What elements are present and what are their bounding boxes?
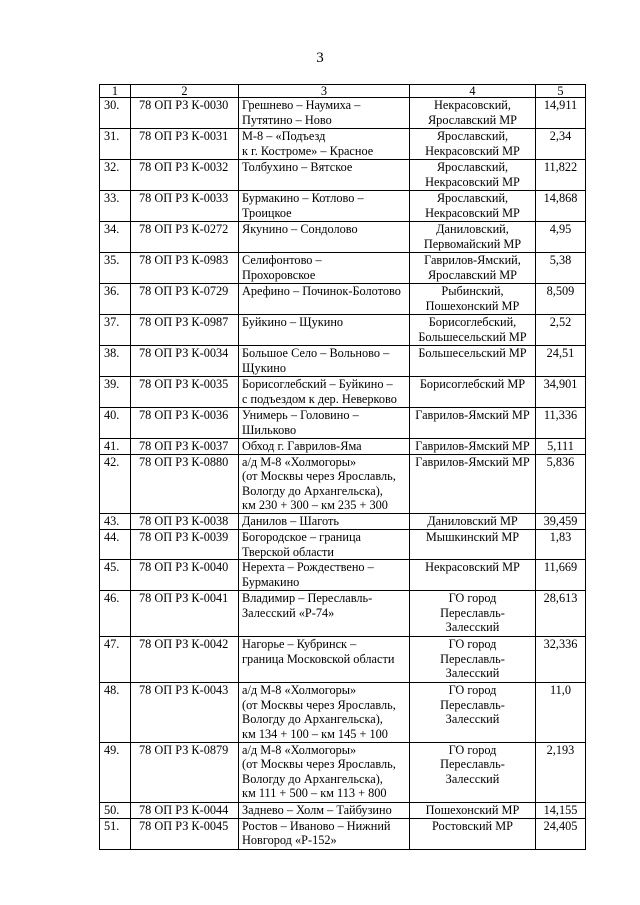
road-code-cell: 78 ОП РЗ К-0033 [131,191,239,222]
road-code-cell: 78 ОП РЗ К-0034 [131,346,239,377]
length-km-cell: 24,405 [536,818,586,849]
road-code-cell: 78 ОП РЗ К-0030 [131,98,239,129]
row-number-cell: 43. [100,513,131,529]
length-km-cell: 32,336 [536,637,586,683]
table-row [100,98,586,129]
road-code-cell: 78 ОП РЗ К-0039 [131,529,239,559]
road-code-cell: 78 ОП РЗ К-0042 [131,637,239,683]
district-cell: ГО город Переславль- Залесский [410,591,536,637]
row-number-cell: 34. [100,222,131,253]
length-km-cell: 11,0 [536,683,586,742]
length-km-cell: 14,155 [536,802,586,818]
roads-table [99,84,586,850]
district-cell: Даниловский МР [410,513,536,529]
row-number-cell: 31. [100,129,131,160]
table-row [100,191,586,222]
road-code-cell: 78 ОП РЗ К-0032 [131,160,239,191]
road-name-cell: Нерехта – Рождествено – Бурмакино [239,560,410,591]
road-name-cell: а/д М-8 «Холмогоры» (от Москвы через Ярославль, Вологду до Архангельска), км 111 + 500 – км 113 + 800 [239,742,410,802]
table-row [100,742,586,802]
road-code-cell: 78 ОП РЗ К-0037 [131,439,239,455]
road-name-cell: Заднево – Холм – Тайбузино [239,802,410,818]
district-cell: Ярославский, Некрасовский МР [410,160,536,191]
table-row [100,529,586,559]
road-name-cell: Борисоглебский – Буйкино – с подъездом к дер. Неверково [239,377,410,408]
table-row [100,560,586,591]
length-km-cell: 8,509 [536,284,586,315]
road-name-cell: Буйкино – Щукино [239,315,410,346]
row-number-cell: 46. [100,591,131,637]
road-name-cell: Унимерь – Головино – Шильково [239,408,410,439]
road-name-cell: Ростов – Иваново – Нижний Новгород «Р-152» [239,818,410,849]
column-header: 1 [100,85,131,98]
road-name-cell: а/д М-8 «Холмогоры» (от Москвы через Ярославль, Вологду до Архангельска), км 230 + 300 – км 235 + 300 [239,454,410,513]
table-row [100,253,586,284]
road-name-cell: Большое Село – Вольново – Щукино [239,346,410,377]
road-name-cell: а/д М-8 «Холмогоры» (от Москвы через Ярославль, Вологду до Архангельска), км 134 + 100 – км 145 + 100 [239,683,410,742]
row-number-cell: 42. [100,454,131,513]
row-number-cell: 30. [100,98,131,129]
length-km-cell: 1,83 [536,529,586,559]
length-km-cell: 34,901 [536,377,586,408]
row-number-cell: 40. [100,408,131,439]
district-cell: Ярославский, Некрасовский МР [410,191,536,222]
road-name-cell: Нагорье – Кубринск – граница Московской области [239,637,410,683]
column-header: 2 [131,85,239,98]
road-code-cell: 78 ОП РЗ К-0035 [131,377,239,408]
row-number-cell: 45. [100,560,131,591]
length-km-cell: 14,868 [536,191,586,222]
length-km-cell: 2,193 [536,742,586,802]
table-row [100,683,586,742]
district-cell: Борисоглебский МР [410,377,536,408]
road-name-cell: Владимир – Переславль- Залесский «Р-74» [239,591,410,637]
length-km-cell: 11,336 [536,408,586,439]
page-number: 3 [316,50,324,66]
road-code-cell: 78 ОП РЗ К-0031 [131,129,239,160]
road-code-cell: 78 ОП РЗ К-0729 [131,284,239,315]
table-row [100,439,586,455]
column-header: 5 [536,85,586,98]
length-km-cell: 14,911 [536,98,586,129]
length-km-cell: 11,822 [536,160,586,191]
road-name-cell: Толбухино – Вятское [239,160,410,191]
row-number-cell: 47. [100,637,131,683]
road-code-cell: 78 ОП РЗ К-0043 [131,683,239,742]
table-row [100,222,586,253]
table-row [100,377,586,408]
length-km-cell: 5,38 [536,253,586,284]
row-number-cell: 44. [100,529,131,559]
district-cell: Гаврилов-Ямский МР [410,439,536,455]
length-km-cell: 5,111 [536,439,586,455]
road-name-cell: Данилов – Шаготь [239,513,410,529]
table-row [100,818,586,849]
road-name-cell: Якунино – Сондолово [239,222,410,253]
district-cell: Гаврилов-Ямский МР [410,408,536,439]
road-name-cell: Бурмакино – Котлово – Троицкое [239,191,410,222]
district-cell: Гаврилов-Ямский, Ярославский МР [410,253,536,284]
length-km-cell: 11,669 [536,560,586,591]
row-number-cell: 51. [100,818,131,849]
district-cell: ГО город Переславль- Залесский [410,683,536,742]
district-cell: Некрасовский, Ярославский МР [410,98,536,129]
road-name-cell: Арефино – Починок-Болотово [239,284,410,315]
table-row [100,315,586,346]
district-cell: ГО город Переславль- Залесский [410,742,536,802]
column-header: 3 [239,85,410,98]
road-code-cell: 78 ОП РЗ К-0879 [131,742,239,802]
road-name-cell: Селифонтово – Прохоровское [239,253,410,284]
row-number-cell: 32. [100,160,131,191]
table-row [100,160,586,191]
district-cell: Ярославский, Некрасовский МР [410,129,536,160]
length-km-cell: 28,613 [536,591,586,637]
row-number-cell: 35. [100,253,131,284]
road-code-cell: 78 ОП РЗ К-0044 [131,802,239,818]
table-row [100,802,586,818]
district-cell: Ростовский МР [410,818,536,849]
district-cell: Мышкинский МР [410,529,536,559]
table-row [100,408,586,439]
district-cell: Большесельский МР [410,346,536,377]
table-row [100,637,586,683]
table-row [100,346,586,377]
row-number-cell: 36. [100,284,131,315]
table-header-row [100,85,586,98]
road-name-cell: Грешнево – Наумиха – Путятино – Ново [239,98,410,129]
row-number-cell: 38. [100,346,131,377]
road-code-cell: 78 ОП РЗ К-0040 [131,560,239,591]
district-cell: Пошехонский МР [410,802,536,818]
road-code-cell: 78 ОП РЗ К-0272 [131,222,239,253]
road-code-cell: 78 ОП РЗ К-0036 [131,408,239,439]
length-km-cell: 2,34 [536,129,586,160]
road-code-cell: 78 ОП РЗ К-0880 [131,454,239,513]
row-number-cell: 50. [100,802,131,818]
length-km-cell: 2,52 [536,315,586,346]
length-km-cell: 5,836 [536,454,586,513]
road-code-cell: 78 ОП РЗ К-0987 [131,315,239,346]
length-km-cell: 24,51 [536,346,586,377]
road-code-cell: 78 ОП РЗ К-0045 [131,818,239,849]
length-km-cell: 39,459 [536,513,586,529]
district-cell: Борисоглебский, Большесельский МР [410,315,536,346]
district-cell: Гаврилов-Ямский МР [410,454,536,513]
table-row [100,454,586,513]
row-number-cell: 39. [100,377,131,408]
table-row [100,129,586,160]
table-row [100,591,586,637]
table-row [100,513,586,529]
row-number-cell: 37. [100,315,131,346]
column-header: 4 [410,85,536,98]
road-code-cell: 78 ОП РЗ К-0983 [131,253,239,284]
district-cell: ГО город Переславль- Залесский [410,637,536,683]
road-code-cell: 78 ОП РЗ К-0038 [131,513,239,529]
road-name-cell: М-8 – «Подъезд к г. Костроме» – Красное [239,129,410,160]
row-number-cell: 48. [100,683,131,742]
row-number-cell: 49. [100,742,131,802]
district-cell: Некрасовский МР [410,560,536,591]
row-number-cell: 33. [100,191,131,222]
district-cell: Даниловский, Первомайский МР [410,222,536,253]
table-row [100,284,586,315]
length-km-cell: 4,95 [536,222,586,253]
roads-table-body [100,85,586,850]
road-code-cell: 78 ОП РЗ К-0041 [131,591,239,637]
road-name-cell: Богородское – граница Тверской области [239,529,410,559]
district-cell: Рыбинский, Пошехонский МР [410,284,536,315]
road-name-cell: Обход г. Гаврилов-Яма [239,439,410,455]
row-number-cell: 41. [100,439,131,455]
